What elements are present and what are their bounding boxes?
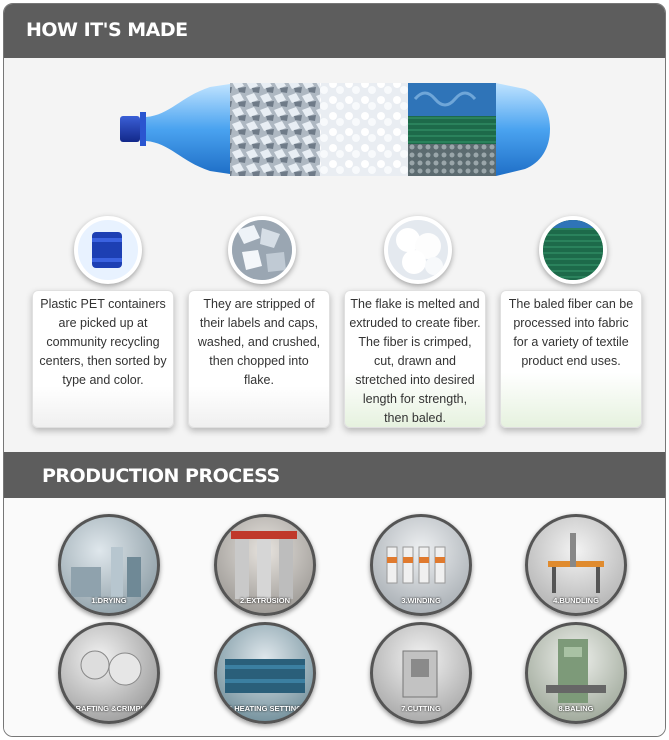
step-text: The baled fiber can be processed into fabric for a variety of textile product end uses.	[508, 297, 634, 368]
drying-photo	[58, 514, 160, 616]
winding-photo	[370, 514, 472, 616]
extrusion-photo	[214, 514, 316, 616]
step-card-1	[32, 290, 174, 428]
step-card-3	[344, 290, 486, 428]
step-card-2	[188, 290, 330, 428]
process-label: 8.BALING	[558, 704, 594, 713]
step-card-4	[500, 290, 642, 428]
how-its-made-header	[4, 4, 665, 58]
step-text: They are stripped of their labels and caps, washed, and crushed, then chopped into flake.	[197, 297, 321, 387]
production-process-title: PRODUCTION PROCESS	[42, 465, 280, 487]
white-fiber-icon	[384, 216, 452, 284]
process-label: 4.BUNDLING	[553, 596, 599, 605]
step-text: Plastic PET containers are picked up at community recycling centers, then sorted by type and color.	[39, 297, 167, 387]
bottle-cap-icon	[74, 216, 142, 284]
cutting-photo	[370, 622, 472, 724]
how-its-made-title: HOW IT'S MADE	[26, 19, 188, 41]
heating-setting-photo	[214, 622, 316, 724]
page-frame	[3, 3, 666, 737]
process-label: 2.EXTRUSION	[239, 596, 290, 605]
process-label: 3.WINDING	[401, 596, 441, 605]
plastic-flakes-icon	[228, 216, 296, 284]
step-text: The flake is melted and extruded to create fiber. The fiber is crimped, cut, drawn and stretched into desired length for strength, then baled.	[349, 297, 481, 425]
bundling-photo	[525, 514, 627, 616]
process-label: 6.HEATING SETTING	[227, 704, 303, 713]
process-label: 1.DRYING	[91, 596, 127, 605]
process-label: 5.DRAFTING &CRIMPING	[64, 704, 154, 713]
drafting-crimping-photo	[58, 622, 160, 724]
recycling-bottle-illustration	[120, 79, 550, 179]
process-label: 7.CUTTING	[401, 704, 441, 713]
green-fabric-icon	[539, 216, 607, 284]
production-process-header	[4, 452, 665, 498]
baling-photo	[525, 622, 627, 724]
